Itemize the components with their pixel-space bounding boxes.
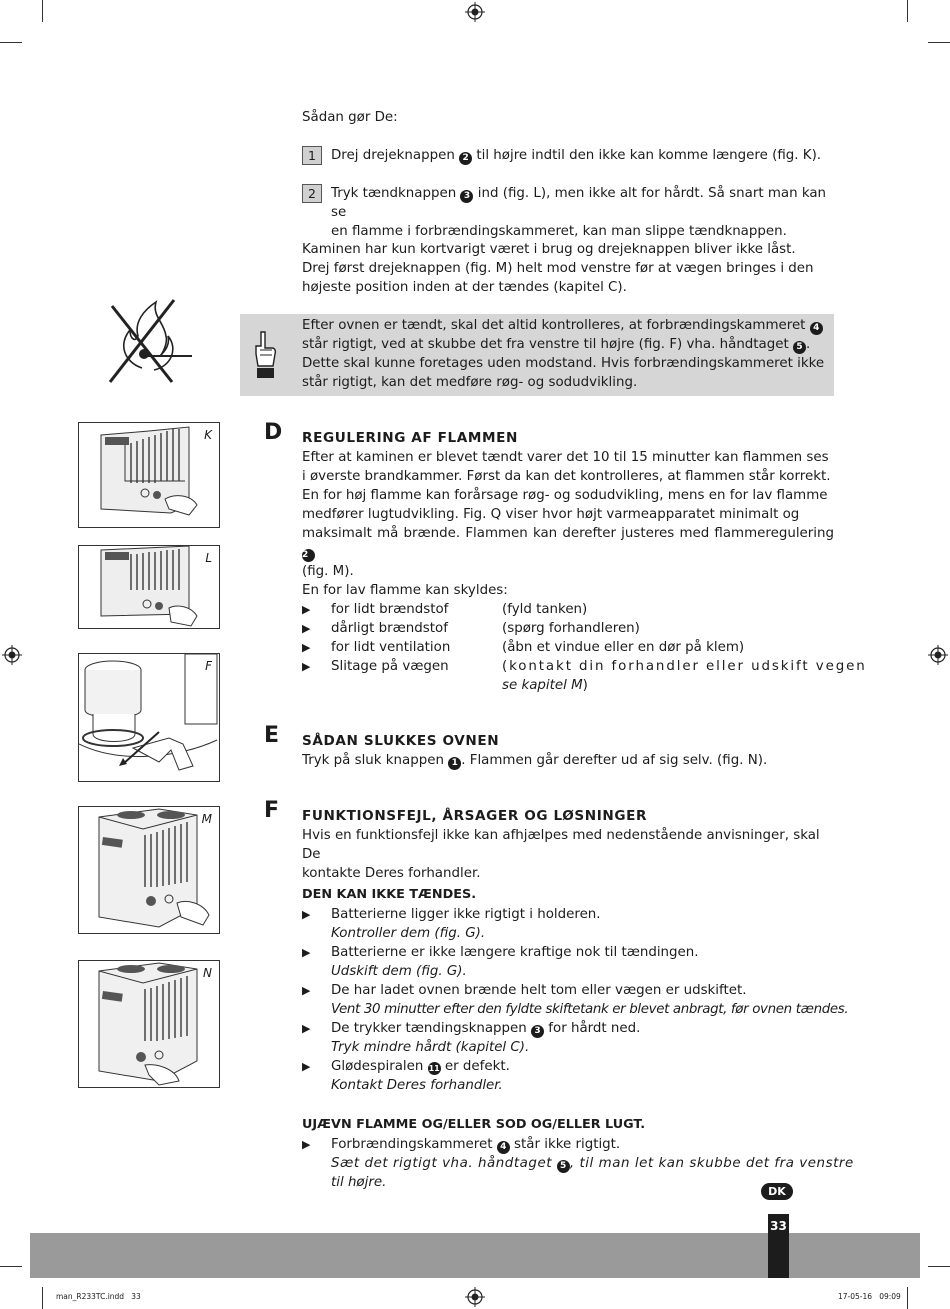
registration-mark-top (465, 2, 485, 22)
file-slug: man_R233TC.indd 33 (56, 1292, 141, 1301)
combustion-chamber-illustration (79, 654, 219, 781)
crop-mark (928, 1266, 950, 1267)
figure-l (78, 545, 220, 629)
section-letter-f: F (264, 798, 280, 823)
no-open-flame-icon (104, 296, 198, 386)
crop-mark (42, 1287, 43, 1309)
subheading-no-ignition: DEN KAN IKKE TÆNDES. (302, 887, 477, 902)
figure-label: F (205, 659, 212, 673)
crop-mark (0, 42, 22, 43)
crop-mark (42, 0, 43, 22)
crop-mark (907, 0, 908, 22)
heater-illustration (79, 961, 219, 1087)
note-text: Efter ovnen er tændt, skal det altid kontrolleres, at forbrændingskammeret 4 står rigtigt, ved at skubbe det fra venstre til højre (fig. F) vha. håndtaget 5 . Dette skal kunne foretages uden modstand. Hvis forbrændingskammeret ikke står rigtigt, kan det medføre røg- og sodudvikling. (302, 318, 825, 390)
section-f-heading: FUNKTIONSFEJL, ÅRSAGER OG LØSNINGER (302, 808, 648, 824)
section-e-body: Tryk på sluk knappen 1 . Flammen går derefter ud af sig selv. (fig. N). (302, 753, 768, 768)
heater-illustration (79, 546, 219, 628)
step-number: 2 (302, 184, 322, 203)
figure-n (78, 960, 220, 1088)
figure-f (78, 653, 220, 782)
figure-label: N (203, 966, 212, 980)
intro-text: Sådan gør De: (302, 110, 398, 125)
heater-illustration (79, 423, 219, 527)
section-e-heading: SÅDAN SLUKKES OVNEN (302, 733, 500, 749)
registration-mark-right (928, 645, 948, 665)
figure-label: L (205, 551, 212, 565)
page-number: 33 (770, 1219, 787, 1233)
crop-mark (0, 1266, 22, 1267)
section-f-intro: Hvis en funktionsfejl ikke kan afhjælpes med nedenstående anvisninger, skal De kontakte Deres forhandler. (302, 828, 820, 881)
figure-m (78, 806, 220, 934)
low-flame-intro: En for lav flamme kan skyldes: (302, 583, 508, 598)
figure-label: M (201, 812, 212, 826)
section-letter-e: E (264, 723, 280, 748)
heater-illustration (79, 807, 219, 933)
section-letter-d: D (264, 420, 283, 445)
figure-k (78, 422, 220, 528)
registration-mark-bottom (465, 1287, 485, 1307)
step-number: 1 (302, 146, 322, 165)
subheading-uneven-flame: UJÆVN FLAMME OG/ELLER SOD OG/ELLER LUGT. (302, 1117, 646, 1132)
registration-mark-left (2, 645, 22, 665)
step-2-text: Tryk tændknappen 3 ind (fig. L), men ikke alt for hårdt. Så snart man kan se en flamme i forbrændingskammeret, kan man slippe tændknappen. (331, 186, 827, 239)
crop-mark (928, 42, 950, 43)
crop-mark (907, 1287, 908, 1309)
print-date: 17-05-16 09:09 (838, 1292, 901, 1301)
step-1-text: Drej drejeknappen 2 til højre indtil den ikke kan komme længere (fig. K). (331, 148, 822, 163)
figure-label: K (204, 428, 212, 442)
kaminen-paragraph: Kaminen har kun kortvarigt været i brug og drejeknappen bliver ikke låst. Drej først drejeknappen (fig. M) helt mod venstre før at vægen bringes i den højeste position inden at der tændes (kapitel C). (302, 242, 814, 295)
section-d-body: Efter at kaminen er blevet tændt varer det 10 til 15 minutter kan flammen ses i øverste brandkammer. Først da kan det kontrolleres, at flammen står korrekt. En for høj flamme kan forårsage røg- og sodudvikling, mens en for lav flamme medfører lugtudvikling. Fig. Q viser hvor højt varmeapparatet minimalt og maksimalt må brænde. Flammen kan derefter justeres med flammeregulering 2 (fig. M). (302, 450, 834, 579)
section-d-heading: REGULERING AF FLAMMEN (302, 430, 519, 446)
pointing-hand-icon (252, 330, 278, 380)
language-badge: DK (761, 1183, 793, 1200)
